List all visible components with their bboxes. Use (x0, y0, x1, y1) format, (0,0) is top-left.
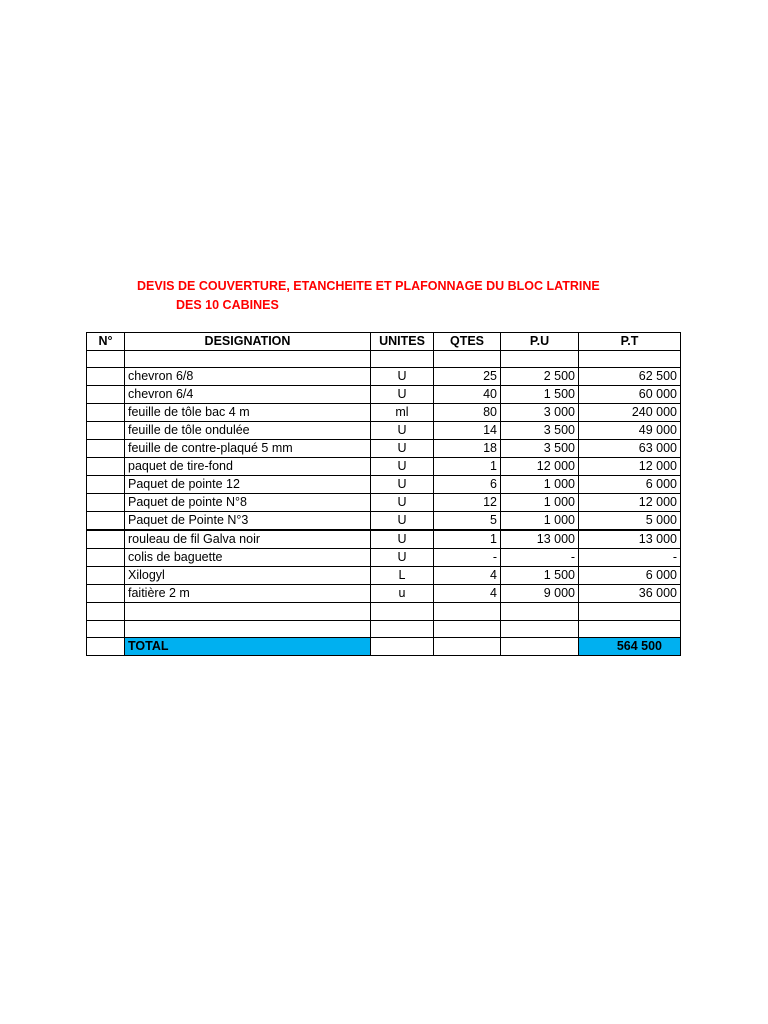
header-total-price: P.T (579, 333, 681, 351)
blank-row (87, 603, 681, 620)
table-row (87, 549, 681, 567)
quantity-cell: - (434, 549, 501, 567)
table-row (87, 458, 681, 476)
row-number-cell (87, 549, 125, 567)
total-price-cell: 13 000 (579, 530, 681, 549)
unit-price-cell: 9 000 (501, 585, 579, 603)
unit-cell: U (371, 549, 434, 567)
row-number-cell (87, 368, 125, 386)
total-value: 564 500 (579, 638, 681, 656)
total-number-cell (87, 638, 125, 656)
quantity-cell: 25 (434, 368, 501, 386)
row-number-cell (87, 494, 125, 512)
unit-price-cell: 12 000 (501, 458, 579, 476)
designation-cell: Paquet de Pointe N°3 (125, 512, 371, 531)
total-price-cell: 6 000 (579, 476, 681, 494)
header-number: N° (87, 333, 125, 351)
table-row (87, 567, 681, 585)
quantity-cell: 4 (434, 585, 501, 603)
row-number-cell (87, 567, 125, 585)
document-title: DEVIS DE COUVERTURE, ETANCHEITE ET PLAFONNAGE DU BLOC LATRINE (137, 279, 600, 293)
table-row (87, 585, 681, 603)
unit-cell: U (371, 476, 434, 494)
quantity-cell: 1 (434, 458, 501, 476)
unit-cell: U (371, 422, 434, 440)
total-price-cell: 5 000 (579, 512, 681, 531)
header-units: UNITES (371, 333, 434, 351)
designation-cell: Paquet de pointe 12 (125, 476, 371, 494)
total-price-cell: 240 000 (579, 404, 681, 422)
total-price-cell: 12 000 (579, 494, 681, 512)
unit-price-cell: 1 000 (501, 494, 579, 512)
unit-cell: U (371, 458, 434, 476)
total-price-cell: 36 000 (579, 585, 681, 603)
quantity-cell: 4 (434, 567, 501, 585)
designation-cell: Xilogyl (125, 567, 371, 585)
blank-row (87, 351, 681, 368)
row-number-cell (87, 422, 125, 440)
table-row (87, 494, 681, 512)
table-row (87, 404, 681, 422)
row-number-cell (87, 440, 125, 458)
designation-cell: feuille de tôle ondulée (125, 422, 371, 440)
unit-price-cell: 13 000 (501, 530, 579, 549)
header-row (87, 333, 681, 351)
table-row (87, 422, 681, 440)
quantity-cell: 12 (434, 494, 501, 512)
quantity-cell: 18 (434, 440, 501, 458)
designation-cell: chevron 6/8 (125, 368, 371, 386)
quantity-cell: 6 (434, 476, 501, 494)
table-row (87, 476, 681, 494)
row-number-cell (87, 585, 125, 603)
unit-cell: U (371, 386, 434, 404)
designation-cell: paquet de tire-fond (125, 458, 371, 476)
unit-price-cell: - (501, 549, 579, 567)
designation-cell: faitière 2 m (125, 585, 371, 603)
row-number-cell (87, 530, 125, 549)
table-row (87, 512, 681, 531)
unit-cell: U (371, 494, 434, 512)
quantity-cell: 1 (434, 530, 501, 549)
unit-cell: L (371, 567, 434, 585)
designation-cell: feuille de tôle bac 4 m (125, 404, 371, 422)
unit-price-cell: 1 000 (501, 476, 579, 494)
row-number-cell (87, 512, 125, 531)
total-price-cell: 63 000 (579, 440, 681, 458)
quantity-cell: 80 (434, 404, 501, 422)
designation-cell: Paquet de pointe N°8 (125, 494, 371, 512)
total-unit-price-cell (501, 638, 579, 656)
header-unit-price: P.U (501, 333, 579, 351)
unit-cell: U (371, 530, 434, 549)
total-units-cell (371, 638, 434, 656)
unit-cell: U (371, 440, 434, 458)
document-subtitle: DES 10 CABINES (176, 298, 279, 312)
unit-price-cell: 3 000 (501, 404, 579, 422)
total-price-cell: 49 000 (579, 422, 681, 440)
unit-cell: U (371, 368, 434, 386)
row-number-cell (87, 476, 125, 494)
quote-table (86, 332, 681, 656)
designation-cell: rouleau de fil Galva noir (125, 530, 371, 549)
designation-cell: feuille de contre-plaqué 5 mm (125, 440, 371, 458)
total-quantity-cell (434, 638, 501, 656)
quantity-cell: 5 (434, 512, 501, 531)
table-row (87, 530, 681, 549)
total-price-cell: 60 000 (579, 386, 681, 404)
unit-cell: ml (371, 404, 434, 422)
total-label: TOTAL (125, 638, 371, 656)
total-row (87, 638, 681, 656)
total-price-cell: 62 500 (579, 368, 681, 386)
unit-price-cell: 2 500 (501, 368, 579, 386)
unit-price-cell: 1 500 (501, 386, 579, 404)
row-number-cell (87, 386, 125, 404)
designation-cell: colis de baguette (125, 549, 371, 567)
unit-cell: U (371, 512, 434, 531)
header-quantities: QTES (434, 333, 501, 351)
quantity-cell: 40 (434, 386, 501, 404)
unit-cell: u (371, 585, 434, 603)
quantity-cell: 14 (434, 422, 501, 440)
row-number-cell (87, 404, 125, 422)
header-designation: DESIGNATION (125, 333, 371, 351)
unit-price-cell: 3 500 (501, 440, 579, 458)
unit-price-cell: 1 000 (501, 512, 579, 531)
table-row (87, 440, 681, 458)
table-row (87, 386, 681, 404)
unit-price-cell: 1 500 (501, 567, 579, 585)
total-price-cell: 6 000 (579, 567, 681, 585)
total-price-cell: - (579, 549, 681, 567)
designation-cell: chevron 6/4 (125, 386, 371, 404)
table-row (87, 368, 681, 386)
total-price-cell: 12 000 (579, 458, 681, 476)
blank-row (87, 620, 681, 637)
unit-price-cell: 3 500 (501, 422, 579, 440)
row-number-cell (87, 458, 125, 476)
